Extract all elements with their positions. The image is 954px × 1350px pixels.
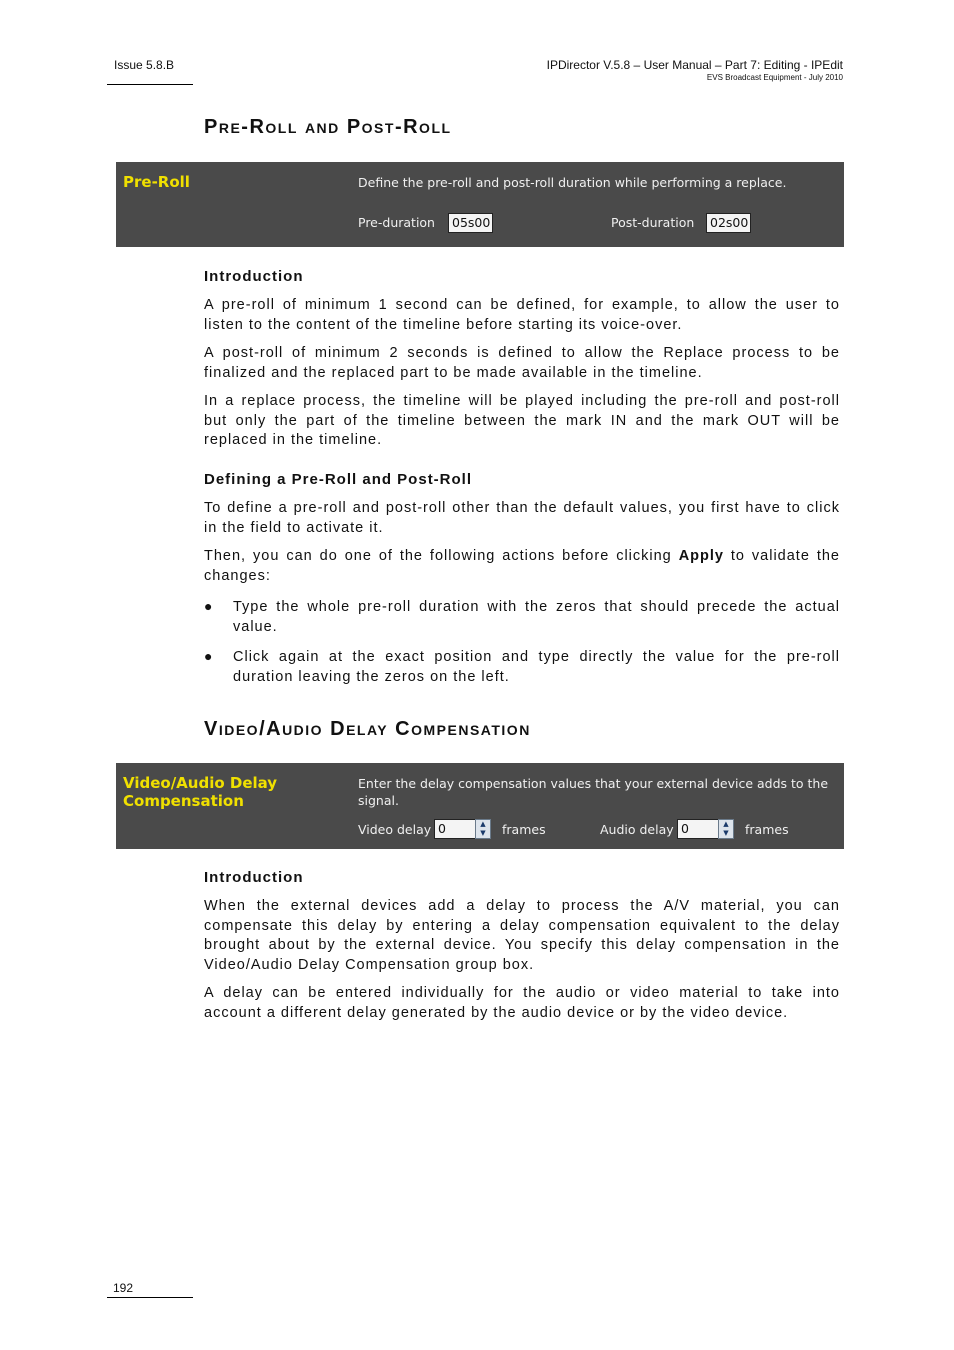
delay-panel-description-line2: signal.	[358, 793, 399, 808]
pre-duration-field[interactable]: 05s00	[448, 213, 493, 233]
pre-roll-panel-label: Pre-Roll	[123, 173, 190, 191]
intro-paragraph-3: In a replace process, the timeline will be played including the pre-roll and post-roll but only the part of the timeline between the mark IN and the mark OUT will be replaced in the timeline.	[204, 393, 840, 448]
post-duration-label: Post-duration	[611, 215, 695, 230]
delay-panel-label-line1: Video/Audio Delay	[123, 774, 278, 792]
document-title: IPDirector V.5.8 – User Manual – Part 7: Editing - IPEdit	[546, 58, 843, 72]
issue-label: Issue 5.8.B	[114, 58, 175, 72]
video-delay-spinner[interactable]	[475, 819, 491, 839]
delay-panel-description-line1: Enter the delay compensation values that your external device adds to the	[358, 776, 829, 791]
footer-rule	[107, 1297, 193, 1298]
audio-delay-label: Audio delay	[600, 822, 674, 837]
defining-heading: Defining a Pre-Roll and Post-Roll	[204, 471, 473, 488]
intro-paragraph-1: A pre-roll of minimum 1 second can be defined, for example, to allow the user to listen to the content of the timeline before starting its voice-over.	[204, 297, 840, 333]
delay-intro-paragraph-2: A delay can be entered individually for the audio or video material to take into account a different delay generated by the audio device or by the video device.	[204, 985, 840, 1021]
spin-down-icon[interactable]: ▼	[480, 829, 486, 837]
bullet-icon: ●	[204, 648, 213, 664]
apply-keyword: Apply	[678, 548, 724, 564]
page-number: 192	[113, 1281, 134, 1295]
intro-heading-1: Introduction	[204, 268, 304, 285]
bullet-item-1: Type the whole pre-roll duration with the zeros that should precede the actual value.	[233, 599, 840, 635]
audio-delay-spinner[interactable]	[718, 819, 734, 839]
video-delay-unit: frames	[502, 822, 546, 837]
bullet-item-2: Click again at the exact position and type directly the value for the pre-roll duration leaving the zeros on the left.	[233, 649, 840, 685]
delay-panel-label-line2: Compensation	[123, 792, 244, 810]
pre-roll-panel-description: Define the pre-roll and post-roll duration while performing a replace.	[358, 175, 787, 190]
document-subtitle: EVS Broadcast Equipment - July 2010	[706, 73, 843, 82]
defining-paragraph-2	[204, 547, 840, 586]
post-duration-field[interactable]: 02s00	[706, 213, 751, 233]
video-delay-input[interactable]: 0	[434, 819, 476, 839]
pre-duration-label: Pre-duration	[358, 215, 435, 230]
intro-paragraph-2: A post-roll of minimum 2 seconds is defined to allow the Replace process to be finalized and the replaced part to be made available in the timeline.	[204, 345, 840, 381]
defining-paragraph-2-end: to validate the changes:	[204, 548, 840, 584]
section-title-pre-roll: Pre-Roll and Post-Roll	[204, 116, 452, 138]
delay-compensation-panel	[116, 763, 844, 849]
defining-paragraph-2-start: Then, you can do one of the following actions before clicking	[204, 548, 679, 564]
section-title-delay-compensation: Video/Audio Delay Compensation	[204, 718, 531, 740]
audio-delay-input[interactable]: 0	[677, 819, 719, 839]
video-delay-label: Video delay	[358, 822, 432, 837]
defining-paragraph-1: To define a pre-roll and post-roll other than the default values, you first have to click in the field to activate it.	[204, 500, 840, 536]
header-rule	[107, 84, 193, 85]
intro-heading-2: Introduction	[204, 869, 304, 886]
delay-intro-paragraph-1: When the external devices add a delay to process the A/V material, you can compensate this delay by entering a delay compensation equivalent to the delay brought about by the external device. You specify this delay compensation in the Video/Audio Delay Compensation group box.	[204, 898, 840, 973]
spin-up-icon[interactable]: ▲	[723, 820, 729, 828]
spin-up-icon[interactable]: ▲	[480, 820, 486, 828]
audio-delay-unit: frames	[745, 822, 789, 837]
spin-down-icon[interactable]: ▼	[723, 829, 729, 837]
pre-roll-panel	[116, 162, 844, 247]
bullet-icon: ●	[204, 598, 213, 614]
